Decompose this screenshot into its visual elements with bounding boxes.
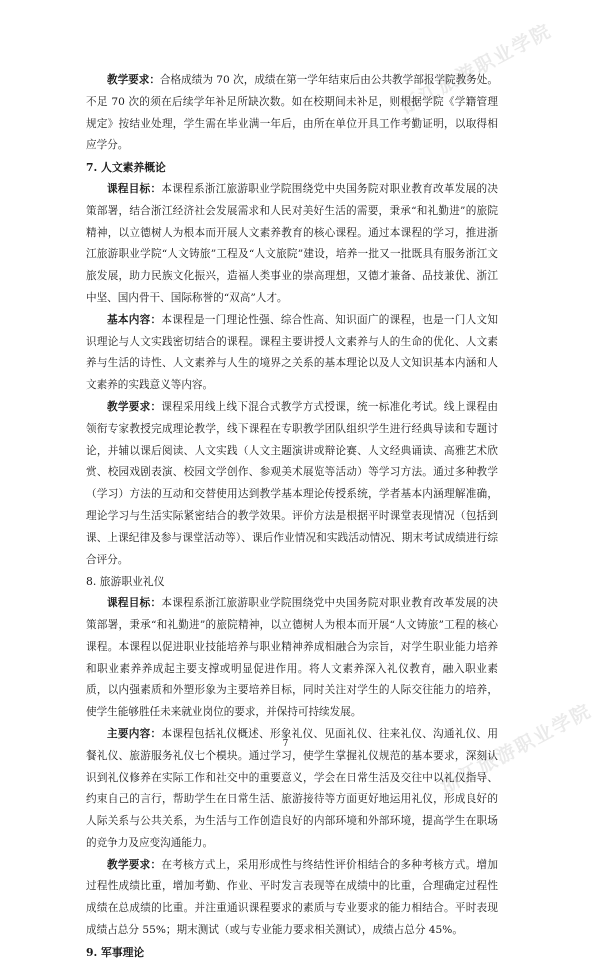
- paragraph-text: 本课程系浙江旅游职业学院围绕党中央国务院对职业教育改革发展的决策部署，秉承“和礼勤进”的旅院精神，以立德树人为根本而开展“人文铸旅”工程的核心课程。本课程以促进职业技能培养与职业精神养成相融合为宗旨，对学生职业能力培养和职业素养养成起主要支撑或明显促进作用。将人文素养深入礼仪教育，融入职业素质，以内强素质和外塑形象为主要培养目标，同时关注对学生的人际交往能力的培养，使学生能够胜任未来就业岗位的要求，并保持可持续发展。: [86, 597, 498, 719]
- paragraph-text: 在考核方式上，采用形成性与终结性评价相结合的多种考核方式。增加过程性成绩比重，增加考勤、作业、平时发言表现等在成绩中的比重，合理确定过程性成绩在总成绩的比重。并注重通识课程要求的素质与专业要求的能力相结合。平时表现成绩占总分 55%；期末测试（或与专业能力要求相关测试），成绩占总分 45%。: [86, 858, 498, 937]
- section-heading-9: 9. 军事理论: [86, 945, 145, 959]
- paragraph-label: 教学要求：: [107, 858, 162, 871]
- paragraph-text: 课程采用线上线下混合式教学方式授课，统一标准化考试。线上课程由领衔专家教授完成理论教学，线下课程在专职教学团队组织学生进行经典导读和专题讨论，并辅以课后阅读、人文实践（人文主题演讲或辩论赛、人文经典诵读、高雅艺术欣赏、校园戏剧表演、校园文学创作、参观美术展览等活动）等学习方法。通过多种教学（学习）方法的互动和交替使用达到教学基本理论传授系统，学者基本内涵理解准确，理论学习与生活实际紧密结合的教学效果。评价方法是根据平时课堂表现情况（包括到课、上课纪律及参与课堂活动等）、课后作业情况和实践活动情况、期末考试成绩进行综合评分。: [86, 400, 498, 566]
- paragraph-label: 基本内容：: [107, 313, 162, 326]
- watermark-bottom: 浙江旅游职业学院: [436, 699, 596, 798]
- paragraph-text: 本课程是一门理论性强、综合性高、知识面广的课程，也是一门人文知识理论与人文实践密切结合的课程。课程主要讲授人文素养与人的生命的优化、人文素养与生活的诗性、人文素养与人生的境界之关系的基本理论以及人文知识基本内涵和人文素养的实践意义等内容。: [86, 313, 498, 392]
- watermark-top: 浙江旅游职业学院: [396, 19, 556, 118]
- teaching-requirements-paragraph: [86, 70, 498, 157]
- paragraph-text: 合格成绩为 70 次，成绩在第一学年结束后由公共教学部报学院教务处。不足 70 次的须在后续学年补足所缺次数。如在校期间未补足，则根据学院《学籍管理规定》按结业处理，学生需在毕业满一年后，由所在单位开具工作考勤证明，以取得相应学分。: [86, 74, 498, 152]
- course-goal-paragraph: [86, 593, 498, 724]
- teaching-requirements-paragraph: [86, 397, 498, 571]
- teaching-requirements-paragraph: [86, 855, 498, 942]
- paragraph-label: 教学要求：: [107, 74, 160, 86]
- basic-content-paragraph: [86, 310, 498, 397]
- section-heading-8: 8. 旅游职业礼仪: [86, 575, 165, 589]
- paragraph-text: 本课程系浙江旅游职业学院围绕党中央国务院对职业教育改革发展的决策部署，结合浙江经济社会发展需求和人民对美好生活的需要，秉承“和礼勤进”的旅院精神，以立德树人为根本而开展人文素养教育的核心课程。通过本课程的学习，推进浙江旅游职业学院“人文铸旅”工程及“人文旅院”建设，培养一批又一批既具有服务浙江文旅发展，助力民族文化振兴，造福人类事业的崇高理想，又德才兼备、品技兼优、浙江中坚、国内骨干、国际称誉的“双高”人才。: [86, 182, 498, 304]
- paragraph-label: 教学要求：: [107, 400, 162, 413]
- page-content: [86, 70, 498, 964]
- section-heading-7: 7. 人文素养概论: [86, 161, 166, 175]
- paragraph-label: 主要内容：: [107, 727, 162, 740]
- paragraph-label: 课程目标：: [107, 597, 162, 610]
- paragraph-text: 本课程包括礼仪概述、形象礼仪、见面礼仪、往来礼仪、沟通礼仪、用餐礼仪、旅游服务礼仪七个模块。通过学习，使学生掌握礼仪规范的基本要求，深刻认识到礼仪修养在实际工作和社交中的重要意义，学会在日常生活及交往中以礼仪指导、约束自己的言行，帮助学生在日常生活、旅游接待等方面更好地运用礼仪，形成良好的人际关系与公共关系，为生活与工作创造良好的内部环境和外部环境，提高学生在职场的竞争力及应变沟通能力。: [86, 727, 498, 849]
- course-goal-paragraph: [86, 179, 498, 310]
- paragraph-label: 课程目标：: [107, 182, 162, 195]
- page-number: 7: [282, 739, 289, 749]
